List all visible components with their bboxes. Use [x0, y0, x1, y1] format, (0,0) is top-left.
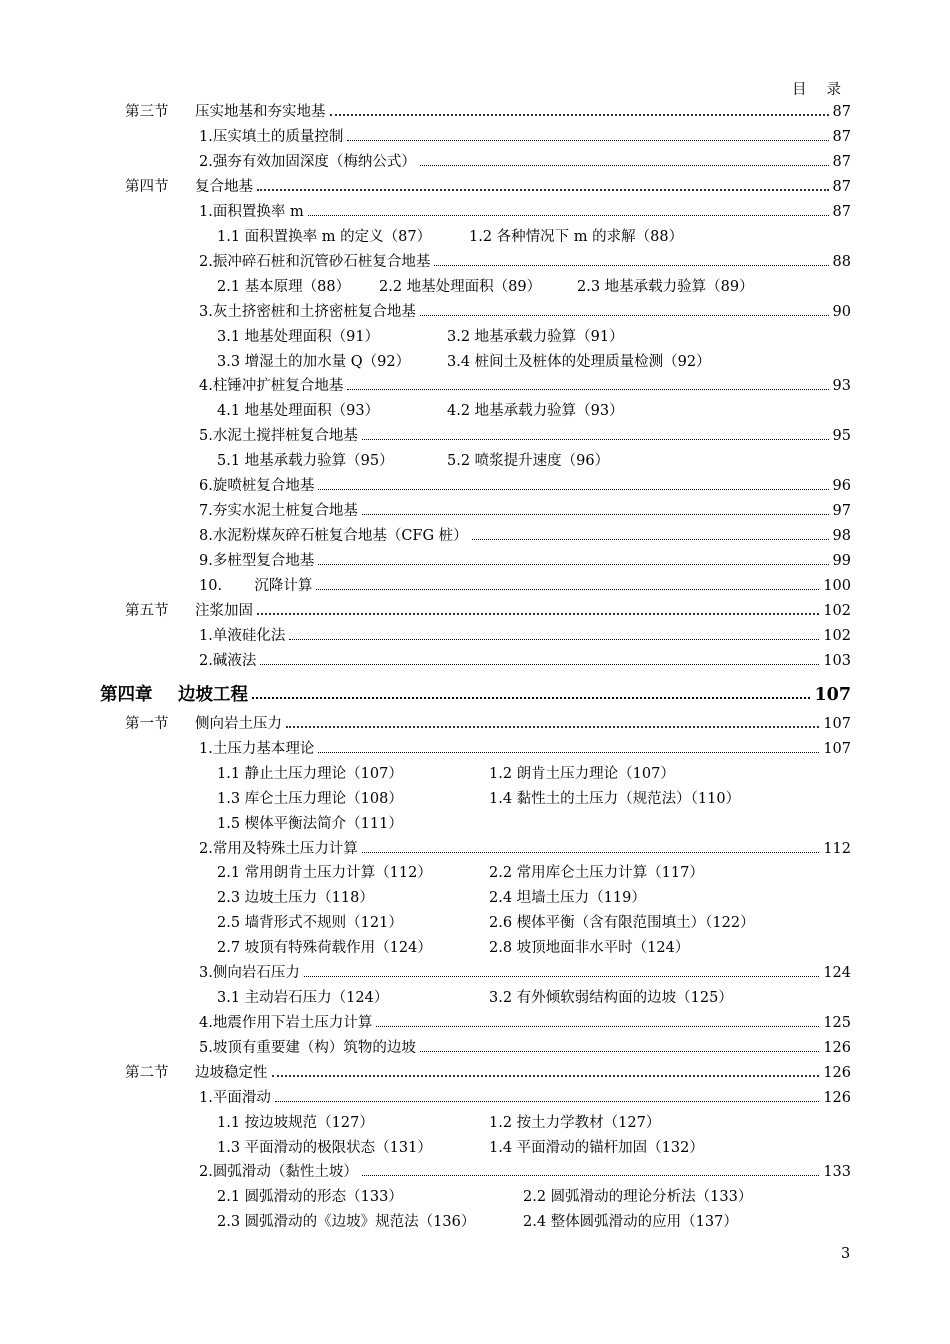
toc-subitem[interactable]: 5.2 喷浆提升速度（96）	[447, 453, 610, 469]
dot-leader	[318, 752, 819, 753]
toc-entry-row[interactable]	[199, 251, 851, 273]
toc-subitem[interactable]: 1.4 黏性土的土压力（规范法）（110）	[489, 791, 741, 807]
entry-title: 1.单液硅化法	[199, 628, 286, 644]
dot-leader	[304, 976, 819, 977]
toc-subitem[interactable]: 2.1 基本原理（88）	[217, 279, 351, 295]
entry-page: 98	[832, 528, 851, 544]
dot-leader	[272, 1075, 820, 1077]
toc-subitem[interactable]: 2.3 地基承载力验算（89）	[577, 279, 754, 295]
toc-subitem[interactable]: 3.1 主动岩石压力（124）	[217, 990, 389, 1006]
toc-subitem[interactable]: 4.2 地基承载力验算（93）	[447, 403, 624, 419]
dot-leader	[347, 140, 828, 141]
entry-page: 107	[823, 741, 851, 757]
entry-title: 4.柱锤冲扩桩复合地基	[199, 378, 344, 394]
entry-page: 97	[832, 503, 851, 519]
entry-page: 87	[832, 179, 851, 195]
toc-entry-row[interactable]	[199, 738, 851, 760]
dot-leader	[257, 613, 819, 615]
entry-page: 87	[832, 129, 851, 145]
entry-title: 边坡稳定性	[195, 1065, 268, 1081]
toc-entry-row[interactable]	[199, 838, 851, 860]
toc-entry-row[interactable]	[199, 301, 851, 323]
entry-page: 95	[832, 428, 851, 444]
toc-subitem[interactable]: 1.5 楔体平衡法简介（111）	[217, 816, 403, 832]
entry-page: 126	[823, 1065, 851, 1081]
dot-leader	[362, 514, 829, 515]
entry-title: 2.振冲碎石桩和沉管砂石桩复合地基	[199, 254, 431, 270]
toc-entry-row[interactable]	[199, 625, 851, 647]
entry-page: 87	[832, 204, 851, 220]
page-number: 3	[841, 1246, 851, 1262]
toc-subitem[interactable]: 2.6 楔体平衡（含有限范围填土）（122）	[489, 915, 755, 931]
dot-leader	[316, 589, 819, 590]
toc-subitem[interactable]: 1.2 各种情况下 m 的求解（88）	[469, 229, 684, 245]
entry-page: 99	[832, 553, 851, 569]
toc-entry-row[interactable]	[199, 550, 851, 572]
dot-leader	[318, 564, 828, 565]
entry-title: 压实地基和夯实地基	[195, 104, 326, 120]
toc-subitem[interactable]: 3.4 桩间土及桩体的处理质量检测（92）	[447, 354, 711, 370]
toc-subitem[interactable]: 2.8 坡顶地面非水平时（124）	[489, 940, 690, 956]
section-label: 第二节	[125, 1065, 169, 1081]
dot-leader	[260, 664, 819, 665]
running-header: 目录	[792, 82, 861, 98]
section-label: 第三节	[125, 104, 169, 120]
entry-page: 96	[832, 478, 851, 494]
toc-entry-row[interactable]	[199, 500, 851, 522]
dot-leader	[420, 165, 829, 166]
entry-title: 9.多桩型复合地基	[199, 553, 315, 569]
toc-section-row[interactable]	[125, 713, 851, 735]
dot-leader	[434, 265, 828, 266]
entry-title: 5.水泥土搅拌桩复合地基	[199, 428, 358, 444]
dot-leader	[376, 1026, 819, 1027]
toc-entry-row[interactable]	[199, 201, 851, 223]
dot-leader	[420, 315, 829, 316]
toc-subitem[interactable]: 2.2 地基处理面积（89）	[379, 279, 542, 295]
dot-leader	[252, 697, 810, 699]
dot-leader	[257, 189, 829, 191]
toc-subitem[interactable]: 3.1 地基处理面积（91）	[217, 329, 380, 345]
entry-title: 3.侧向岩石压力	[199, 965, 300, 981]
entry-title: 2.强夯有效加固深度（梅纳公式）	[199, 154, 416, 170]
toc-entry-row[interactable]	[199, 1161, 851, 1183]
entry-page: 107	[823, 716, 851, 732]
entry-title: 复合地基	[195, 179, 253, 195]
section-label: 第一节	[125, 716, 169, 732]
toc-section-row[interactable]	[125, 1062, 851, 1084]
entry-page: 133	[823, 1164, 851, 1180]
toc-entry-row[interactable]	[199, 650, 851, 672]
entry-page: 102	[823, 628, 851, 644]
toc-subitem[interactable]: 3.2 有外倾软弱结构面的边坡（125）	[489, 990, 733, 1006]
toc-subitem[interactable]: 1.3 平面滑动的极限状态（131）	[217, 1140, 432, 1156]
chapter-page: 107	[814, 685, 851, 705]
toc-entry-row[interactable]	[199, 475, 851, 497]
entry-title: 1.平面滑动	[199, 1090, 271, 1106]
entry-title: 3.灰土挤密桩和土挤密桩复合地基	[199, 304, 416, 320]
toc-subitem[interactable]: 3.2 地基承载力验算（91）	[447, 329, 624, 345]
entry-title: 6.旋喷桩复合地基	[199, 478, 315, 494]
entry-title: 2.碱液法	[199, 653, 257, 669]
entry-page: 103	[823, 653, 851, 669]
toc-entry-row[interactable]	[199, 525, 851, 547]
toc-entry-row[interactable]	[199, 126, 851, 148]
entry-page: 87	[832, 154, 851, 170]
toc-subitem[interactable]: 2.3 边坡土压力（118）	[217, 890, 374, 906]
toc-entry-row[interactable]	[199, 151, 851, 173]
entry-title: 侧向岩土压力	[195, 716, 282, 732]
entry-page: 126	[823, 1090, 851, 1106]
toc-subitem[interactable]: 4.1 地基处理面积（93）	[217, 403, 380, 419]
toc-subitem[interactable]: 2.7 坡顶有特殊荷载作用（124）	[217, 940, 432, 956]
toc-subitem[interactable]: 2.4 整体圆弧滑动的应用（137）	[523, 1214, 738, 1230]
entry-title: 2.圆弧滑动（黏性土坡）	[199, 1164, 358, 1180]
toc-entry-row[interactable]	[199, 1012, 851, 1034]
toc-entry-row[interactable]	[199, 375, 851, 397]
toc-section-row[interactable]	[125, 101, 851, 123]
entry-page: 90	[832, 304, 851, 320]
entry-page: 93	[832, 378, 851, 394]
toc-subitem[interactable]: 1.2 朗肯土压力理论（107）	[489, 766, 675, 782]
toc-subitem[interactable]: 2.2 圆弧滑动的理论分析法（133）	[523, 1189, 753, 1205]
entry-page: 88	[832, 254, 851, 270]
entry-title: 2.常用及特殊土压力计算	[199, 841, 358, 857]
entry-title: 10. 沉降计算	[199, 578, 313, 594]
toc-subitem[interactable]: 1.1 面积置换率 m 的定义（87）	[217, 229, 432, 245]
dot-leader	[362, 852, 819, 853]
dot-leader	[472, 539, 829, 540]
entry-title: 7.夯实水泥土桩复合地基	[199, 503, 358, 519]
toc-subitem[interactable]: 2.2 常用库仑土压力计算（117）	[489, 865, 704, 881]
toc-subitem[interactable]: 1.4 平面滑动的锚杆加固（132）	[489, 1140, 704, 1156]
dot-leader	[275, 1101, 819, 1102]
toc-subitem[interactable]: 2.1 常用朗肯土压力计算（112）	[217, 865, 432, 881]
entry-title: 5.坡顶有重要建（构）筑物的边坡	[199, 1040, 416, 1056]
toc-chapter-row[interactable]	[100, 682, 851, 708]
toc-subitem[interactable]: 2.4 坦墙土压力（119）	[489, 890, 646, 906]
dot-leader	[318, 489, 828, 490]
toc-subitem[interactable]: 2.1 圆弧滑动的形态（133）	[217, 1189, 403, 1205]
section-label: 第四节	[125, 179, 169, 195]
entry-page: 100	[823, 578, 851, 594]
toc-subitem[interactable]: 5.1 地基承载力验算（95）	[217, 453, 394, 469]
entry-title: 1.面积置换率 m	[199, 204, 304, 220]
dot-leader	[362, 1175, 819, 1176]
toc-subitem[interactable]: 1.1 静止土压力理论（107）	[217, 766, 403, 782]
section-label: 第五节	[125, 603, 169, 619]
toc-subitem[interactable]: 3.3 增湿土的加水量 Q（92）	[217, 354, 411, 370]
dot-leader	[347, 389, 828, 390]
dot-leader	[286, 726, 819, 728]
toc-entry-row[interactable]	[199, 1087, 851, 1109]
chapter-title: 边坡工程	[178, 685, 248, 705]
toc-subitem[interactable]: 2.5 墙背形式不规则（121）	[217, 915, 403, 931]
dot-leader	[420, 1051, 819, 1052]
entry-title: 注浆加固	[195, 603, 253, 619]
toc-subitem[interactable]: 1.2 按土力学教材（127）	[489, 1115, 661, 1131]
entry-page: 125	[823, 1015, 851, 1031]
toc-entry-row[interactable]	[199, 1037, 851, 1059]
entry-page: 126	[823, 1040, 851, 1056]
entry-page: 102	[823, 603, 851, 619]
toc-entry-row[interactable]	[199, 425, 851, 447]
toc-section-row[interactable]	[125, 600, 851, 622]
toc-subitem[interactable]: 1.3 库仑土压力理论（108）	[217, 791, 403, 807]
toc-subitem[interactable]: 2.3 圆弧滑动的《边坡》规范法（136）	[217, 1214, 476, 1230]
toc-section-row[interactable]	[125, 176, 851, 198]
toc-entry-row[interactable]	[199, 962, 851, 984]
entry-title: 1.土压力基本理论	[199, 741, 315, 757]
toc-subitem[interactable]: 1.1 按边坡规范（127）	[217, 1115, 374, 1131]
toc-entry-row[interactable]	[199, 575, 851, 597]
entry-page: 87	[832, 104, 851, 120]
dot-leader	[308, 215, 829, 216]
entry-title: 4.地震作用下岩土压力计算	[199, 1015, 373, 1031]
entry-page: 124	[823, 965, 851, 981]
dot-leader	[330, 114, 829, 116]
dot-leader	[362, 439, 829, 440]
chapter-label: 第四章	[100, 685, 153, 705]
entry-title: 8.水泥粉煤灰碎石桩复合地基（CFG 桩）	[199, 528, 468, 544]
entry-page: 112	[823, 841, 851, 857]
entry-title: 1.压实填土的质量控制	[199, 129, 344, 145]
dot-leader	[289, 639, 819, 640]
